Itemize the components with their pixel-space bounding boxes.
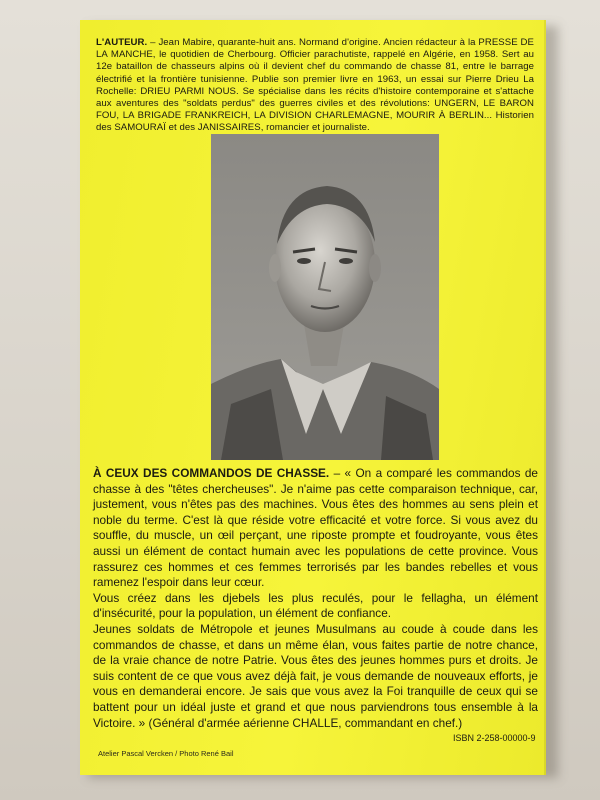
photo-credit: Atelier Pascal Vercken / Photo René Bail: [98, 749, 234, 758]
isbn-number: ISBN 2-258-00000-9: [453, 733, 536, 743]
author-blurb: [96, 37, 534, 135]
quote-paragraph-1: – « On a comparé les commandos de chasse à des "têtes chercheuses". Je n'aime pas cette comparaison technique, car, justement, vous n'êtes pas des machines. Vous êtes des hommes au sens plein et noble du terme. C'est là que réside votre efficacité et votre force. Si vous avez du souffle, du muscle, un œil perçant, une riposte prompte et foudroyante, vous êtes aussi un élément de contact humain avec les populations de cette province. Vous rassurez ces hommes et ces femmes terrorisés par les bandes rebelles et vous ramenez l'espoir dans leur cœur.: [93, 466, 538, 590]
author-text: – Jean Mabire, quarante-huit ans. Normand d'origine. Ancien rédacteur à la PRESSE DE LA MANCHE, le quotidien de Cherbourg. Officier parachutiste, rappelé en Algérie, en 1958. Sert au 12e bataillon de chasseurs alpins où il devient chef du commando de chasse 81, entre le barrage électrifié et la frontière tunisienne. Publie son premier livre en 1963, un essai sur Pierre Drieu La Rochelle: DRIEU PARMI NOUS. Se spécialise dans les récits d'histoire contemporaine et s'attache aux aventures des "soldats perdus" des guerres civiles et des révolutions: UNGERN, LE BARON FOU, LA BRIGADE FRANKREICH, LA DIVISION CHARLEMAGNE, MOURIR À BERLIN... Historien des SAMOURAÏ et des JANISSAIRES, romancier et journaliste.: [96, 37, 534, 134]
commandos-label: À CEUX DES COMMANDOS DE CHASSE.: [93, 466, 330, 480]
commandos-blurb: [93, 466, 538, 731]
author-label: L'AUTEUR.: [96, 37, 148, 48]
quote-paragraph-3: Jeunes soldats de Métropole et jeunes Musulmans au coude à coude dans les commandos de chasse, et dans un même élan, vous faites partie de notre chance, de la vraie chance de notre Patrie. Vous êtes des jeunes hommes purs et droits. Je suis content de ce que vous avez déjà fait, je vous demande de nouveaux efforts, je vous en demanderai encore. Je sais que vous avez la Foi tranquille de ceux qui se battent pour un idéal juste et grand et que nous parviendrons tous ensemble à la Victoire. » (Général d'armée aérienne CHALLE, commandant en chef.): [93, 621, 538, 730]
portrait-image: [211, 134, 439, 460]
author-photo: [211, 134, 439, 460]
quote-paragraph-2: Vous créez dans les djebels les plus reculés, pour le fellagha, un élément d'insécurité, pour la population, un élément de confiance.: [93, 590, 538, 621]
